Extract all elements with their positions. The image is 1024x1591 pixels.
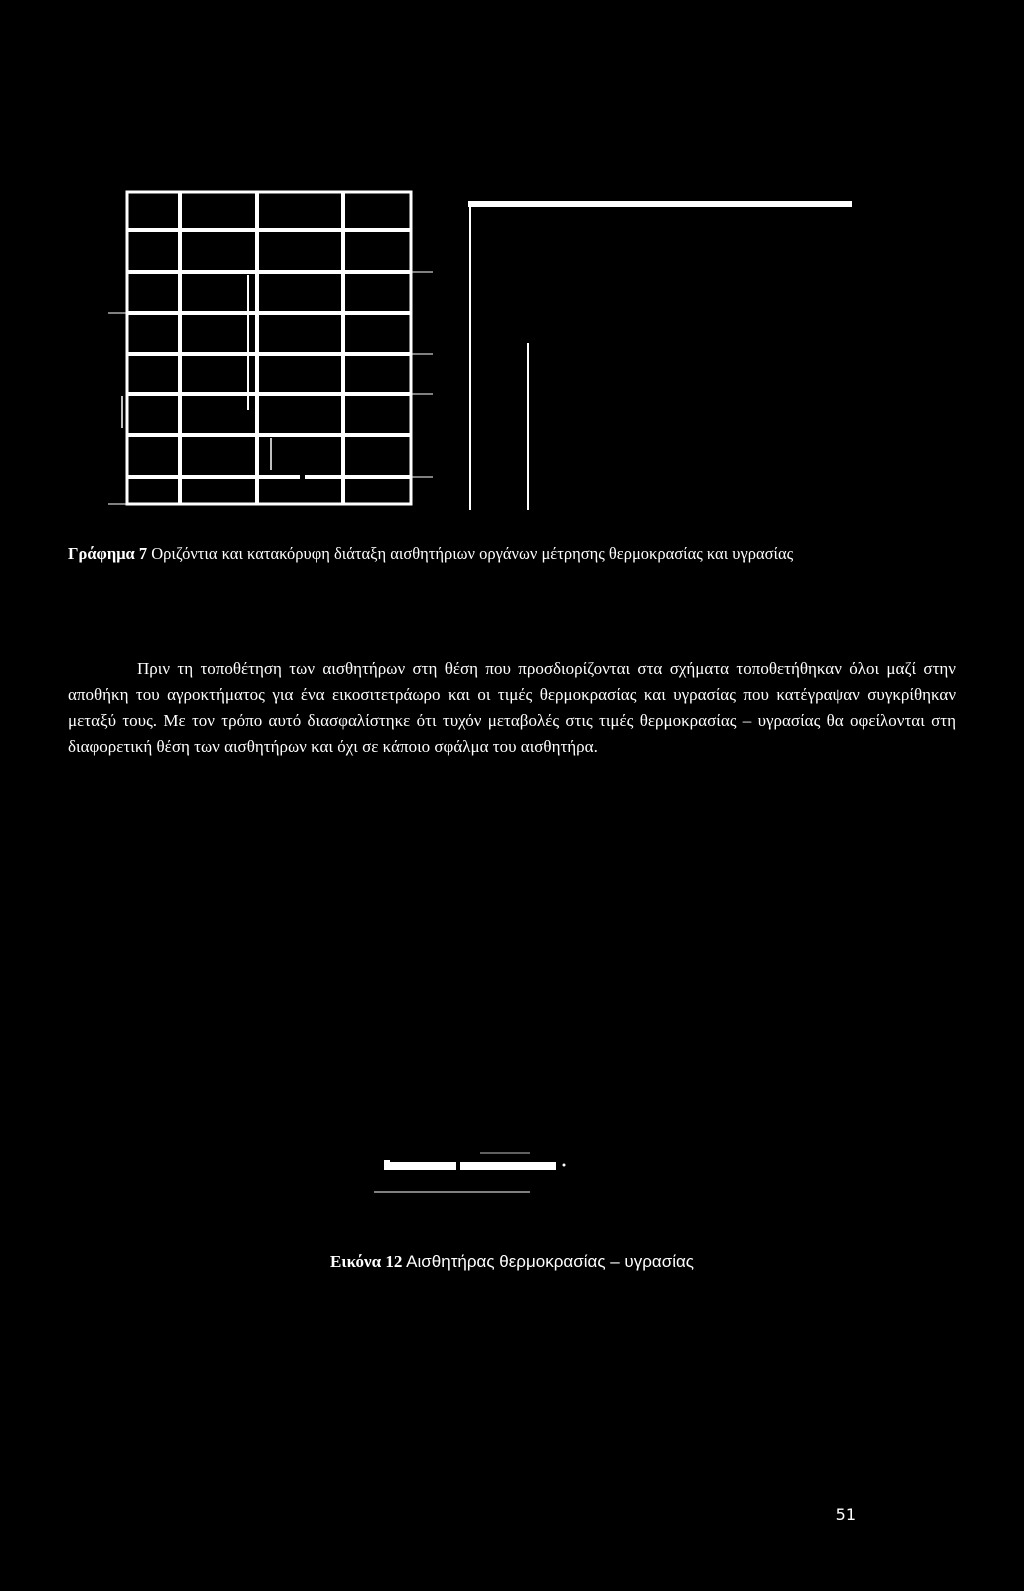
sensor-layout-drawing [0,180,1024,520]
sensor-body-right [460,1162,556,1170]
sensor-dot [563,1164,566,1167]
sensor-layout-figure [0,180,1024,520]
image-caption-text: Αισθητήρας θερμοκρασίας – υγρασίας [406,1252,695,1271]
sensor-body-left [384,1162,456,1170]
body-paragraph: Πριν τη τοποθέτηση των αισθητήρων στη θέση που προσδιορίζονται στα σχήματα τοποθετήθηκαν όλοι μαζί στην αποθήκη του αγροκτήματος για ένα εικοσιτετράωρο και οι τιμές θερμοκρασίας και υγρασίας που κατέγραψαν συγκρίθηκαν μεταξύ τους. Με τον τρόπο αυτό διασφαλίστηκε ότι τυχόν μεταβολές στις τιμές θερμοκρασίας – υγρασίας θα οφείλονται στη διαφορετική θέση των αισθητήρων και όχι σε κάποιο σφάλμα του αισθητήρα. [68,659,956,756]
figure-caption-text: Οριζόντια και κατακόρυφη διάταξη αισθητήριων οργάνων μέτρησης θερμοκρασίας και υγρασίας [151,544,794,563]
sensor-image-drawing [370,1148,570,1208]
sensor-terminal [384,1160,390,1164]
figure-caption-image [0,1252,1024,1272]
vertical-layout-frame [468,202,852,510]
page-number: 51 [835,1505,856,1524]
grid-frame [127,192,411,504]
horizontal-layout-grid [108,192,433,504]
figure-label: Γράφημα 7 [68,544,148,563]
image-label: Εικόνα 12 [329,1252,403,1271]
figure-caption-graph [68,541,948,566]
sensor-image [370,1148,570,1208]
